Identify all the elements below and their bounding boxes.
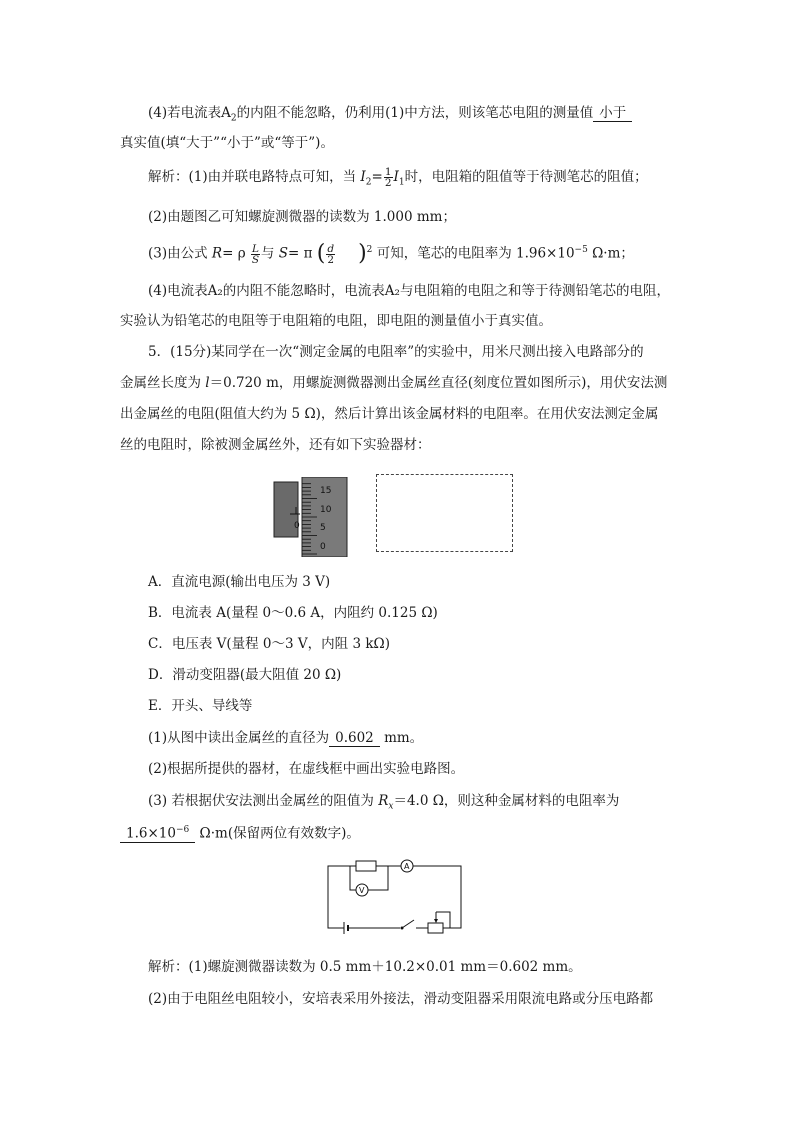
analysis3-mid: 与 xyxy=(260,245,279,262)
sub-x: x xyxy=(388,801,394,812)
analysis3-tail: 可知，笔芯的电阻率为 1.96×10 xyxy=(372,245,575,262)
sub3-answer xyxy=(120,822,195,843)
var-I2: I xyxy=(360,169,366,185)
q5-line1: 5．(15分)某同学在一次“测定金属的电阻率”的实验中，用米尺测出接入电路部分的 xyxy=(148,344,644,360)
var-R: R xyxy=(211,245,223,262)
analysis1-tail: 时，电阻箱的阻值等于待测笔芯的阻值； xyxy=(404,169,648,185)
eq-rho: = ρ xyxy=(222,245,250,262)
q4-text: (4)若电流表A xyxy=(148,105,231,121)
q4-line1 xyxy=(148,103,632,129)
q5-line2 xyxy=(120,373,667,393)
analysis1-lead: 解析：(1)由并联电路特点可知，当 xyxy=(148,169,361,185)
analysis5-line1: 解析：(1)螺旋测微器读数为 0.5 mm＋10.2×0.01 mm＝0.602 mm。 xyxy=(148,959,582,975)
sub3-text-b: ＝4.0 Ω，则这种金属材料的电阻率为 xyxy=(393,793,620,809)
rheostat xyxy=(428,923,443,933)
option-c: C．电压表 V(量程 0～3 V，内阻 3 kΩ) xyxy=(148,636,390,652)
sub1-after: mm。 xyxy=(379,730,424,746)
frac-d: d xyxy=(327,242,335,255)
analysis3-unit: Ω·m； xyxy=(587,245,634,262)
var-S: S xyxy=(278,245,288,262)
sub1-text: (1)从图中读出金属丝的直径为 xyxy=(148,730,330,746)
frac-num: 1 xyxy=(384,166,392,178)
q4-text-mid: 的内阻不能忽略，仍利用(1)中方法，则该笔芯电阻的测量值 xyxy=(236,105,594,121)
sub3-answer-exp: −6 xyxy=(175,825,190,835)
frac-two: 2 xyxy=(327,253,335,266)
sub-1: 1 xyxy=(398,177,405,188)
frac-den: 2 xyxy=(384,177,392,189)
sub3-answer-value: 1.6×10 xyxy=(126,825,176,842)
analysis4-line1: (4)电流表A₂的内阻不能忽略时，电流表A₂与电阻箱的电阻之和等于待测铅笔芯的电阻， xyxy=(148,283,670,299)
q5-line3: 出金属丝的电阻(阻值大约为 5 Ω)，然后计算出该金属材料的电阻率。在用伏安法测定金属 xyxy=(120,406,659,422)
analysis3-line xyxy=(148,240,634,265)
tick-10: 10 xyxy=(320,505,332,515)
frac-S: S xyxy=(251,253,260,266)
sub2-line: (2)根据所提供的器材，在虚线框中画出实验电路图。 xyxy=(148,761,465,777)
frac-L: L xyxy=(251,242,259,255)
paren-right: ) xyxy=(358,241,367,266)
sub3-text: (3) 若根据伏安法测出金属丝的阻值为 xyxy=(148,793,379,809)
option-a: A．直流电源(输出电压为 3 V) xyxy=(148,574,331,590)
sub1-line xyxy=(148,728,423,748)
eq-sign: = xyxy=(371,169,383,185)
option-e: E．开头、导线等 xyxy=(148,698,253,714)
paren-left: ( xyxy=(316,241,326,266)
circuit-diagram xyxy=(318,852,468,934)
fraction-L-S xyxy=(251,244,260,265)
sub3-after: Ω·m(保留两位有效数字)。 xyxy=(195,825,360,842)
var-l: l xyxy=(205,375,210,391)
analysis3-lead: (3)由公式 xyxy=(148,245,212,262)
ammeter-label: A xyxy=(404,862,410,871)
option-b: B．电流表 A(量程 0～0.6 A，内阻约 0.125 Ω) xyxy=(148,605,438,621)
wire-top-left xyxy=(328,866,356,890)
eq-pi: = π xyxy=(287,245,317,262)
var-Rx: R xyxy=(378,793,389,809)
tick-0: 0 xyxy=(320,542,326,552)
tick-5: 5 xyxy=(320,523,326,533)
answer-dashed-box xyxy=(376,474,513,552)
analysis4-line2: 实验认为铅笔芯的电阻等于电阻箱的电阻，即电阻的测量值小于真实值。 xyxy=(120,313,552,329)
voltmeter-label: V xyxy=(359,886,365,895)
q4-answer: 小于 xyxy=(593,105,632,122)
analysis1-line xyxy=(148,167,648,193)
sub1-answer: 0.602 xyxy=(329,730,380,747)
analysis2-line: (2)由题图乙可知螺旋测微器的读数为 1.000 mm； xyxy=(148,209,456,225)
q4-sub: 2 xyxy=(230,113,237,124)
analysis5-line2: (2)由于电阻丝电阻较小，安培表采用外接法，滑动变阻器采用限流电路或分压电路都 xyxy=(148,991,654,1007)
micrometer-zero: 0 xyxy=(294,521,300,531)
micrometer-figure xyxy=(270,477,352,557)
option-d: D．滑动变阻器(最大阻值 20 Ω) xyxy=(148,667,342,683)
fraction-half xyxy=(384,167,393,188)
slider-arrow-icon xyxy=(434,919,438,923)
q4-line2: 真实值(填“大于”“小于”或“等于”)。 xyxy=(120,135,334,151)
wire-right xyxy=(413,866,461,928)
resistor-rx xyxy=(356,861,376,871)
sup-exp: −5 xyxy=(574,245,588,255)
sub-2: 2 xyxy=(365,177,372,188)
q5-line2a: 金属丝长度为 xyxy=(120,375,206,391)
var-I1: I xyxy=(393,169,399,185)
wire-left-bottom xyxy=(328,890,344,928)
switch-pivot xyxy=(401,927,404,930)
wire-volt-right xyxy=(368,866,388,890)
tick-15: 15 xyxy=(320,486,332,496)
sub3-line1 xyxy=(148,791,619,817)
wire-volt-left xyxy=(350,866,356,890)
sup-2: 2 xyxy=(366,245,373,255)
switch-arm xyxy=(402,920,414,928)
fraction-d-2 xyxy=(326,244,335,265)
sub3-line2 xyxy=(120,822,360,844)
q5-line4: 丝的电阻时，除被测金属丝外，还有如下实验器材： xyxy=(120,437,431,453)
q5-line2b: ＝0.720 m，用螺旋测微器测出金属丝直径(刻度位置如图所示)，用伏安法测 xyxy=(209,375,668,391)
